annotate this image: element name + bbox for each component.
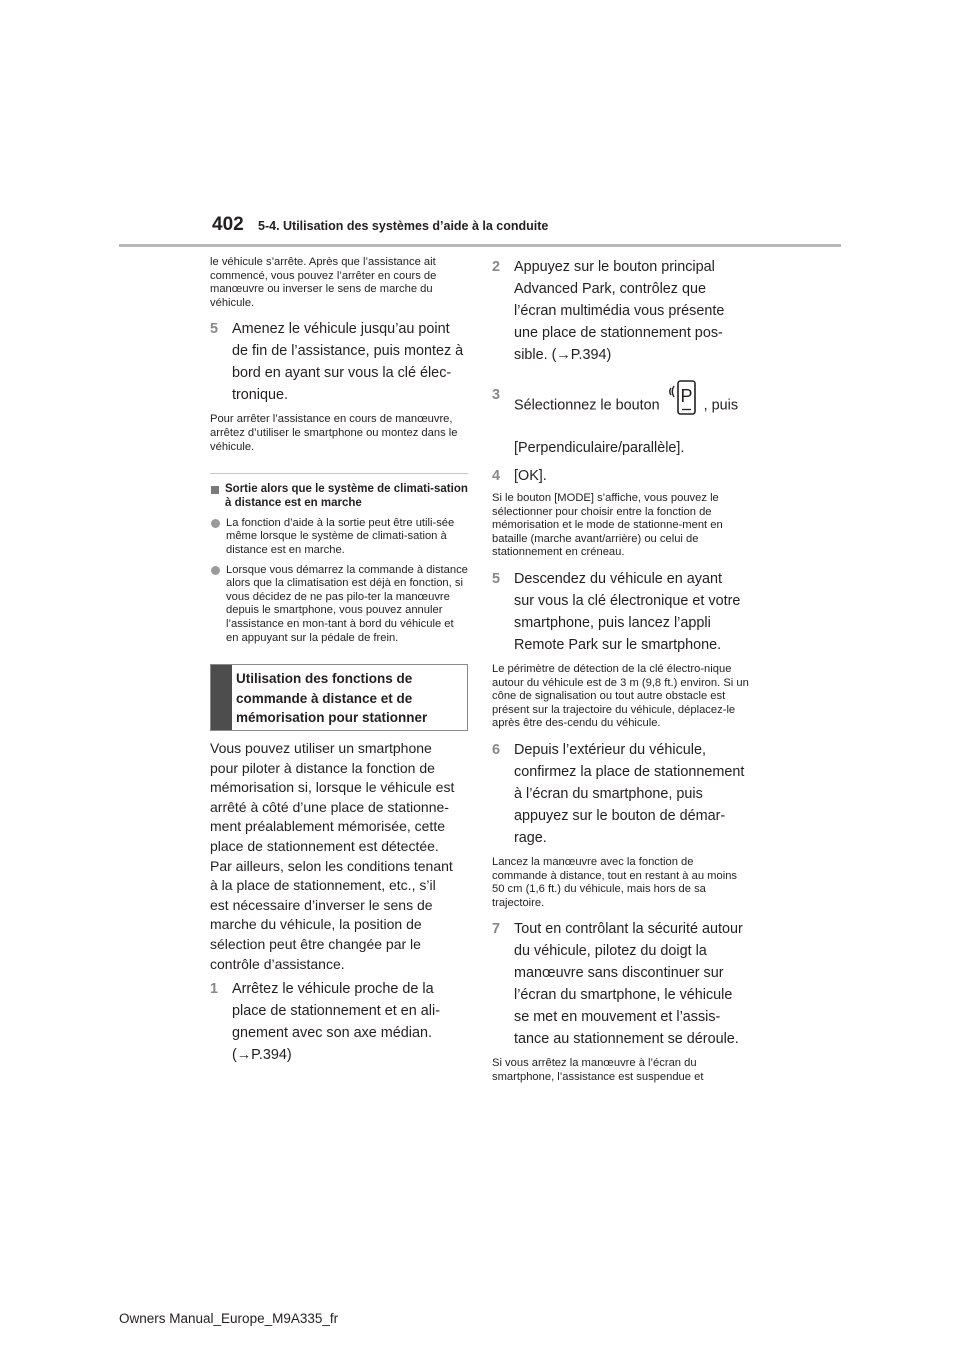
box-title: Utilisation des fonctions de commande à distance et de mémorisation pour stationner bbox=[236, 671, 428, 726]
step-1 bbox=[210, 978, 468, 1066]
square-bullet-icon bbox=[211, 486, 219, 494]
step-text: Tout en contrôlant la sécurité autour du véhicule, pilotez du doigt la manœuvre sans discontinuer sur l’écran du smartphone, le véhicule se met en mouvement et l’assis- tance au stationnement se déroule. bbox=[514, 921, 743, 1048]
step-4 bbox=[492, 465, 750, 487]
section-divider bbox=[210, 473, 468, 474]
step-number: 5 bbox=[492, 570, 501, 587]
page-number: 402 bbox=[212, 214, 244, 235]
intro-paragraph: Vous pouvez utiliser un smartphone pour piloter à distance la fonction de mémorisation si, lorsque le véhicule est arrêté à côté d’une place de stationne- ment préalablement mémorisée, cette place de stationnement est détectée. Par ailleurs, selon les conditions tenant à la place de stationnement, etc., s’il est nécessaire d’inverser le sens de marche du véhicule, la position de sélection peut être changée par le contrôle d’assistance. bbox=[210, 740, 455, 972]
step-number: 1 bbox=[210, 981, 219, 998]
subsection-heading: Sortie alors que le système de climati-sation à distance est en marche bbox=[210, 483, 468, 511]
left-column bbox=[210, 256, 468, 1066]
page-reference-link[interactable]: sible. (→P.394) bbox=[514, 347, 612, 363]
step-text: Depuis l’extérieur du véhicule, confirmez la place de stationnement à l’écran du smartphone, puis appuyez sur le bouton de démar- rage. bbox=[514, 741, 745, 846]
header-rule bbox=[119, 244, 841, 247]
step-5-left bbox=[210, 318, 468, 406]
right-column bbox=[492, 256, 750, 1085]
footer-text: Owners Manual_Europe_M9A335_fr bbox=[119, 1311, 339, 1326]
svg-text:P: P bbox=[680, 386, 693, 406]
list-item: La fonction d’aide à la sortie peut être utili-sée même lorsque le système de climati-sation à distance est en marche. bbox=[210, 517, 468, 558]
step-text: Appuyez sur le bouton principal Advanced Park, contrôlez que l’écran multimédia vous présente une place de stationnement pos- sible. (→P.394) bbox=[514, 256, 750, 366]
step-4-note: Si le bouton [MODE] s’affiche, vous pouvez le sélectionner pour choisir entre la fonction de mémorisation et le mode de stationne-ment en bataille (marche avant/arrière) ou celui de stationnement en créneau. bbox=[492, 492, 723, 559]
step-number: 5 bbox=[210, 321, 219, 338]
step-5-right bbox=[492, 568, 750, 656]
step-3 bbox=[492, 384, 750, 459]
step-number: 3 bbox=[492, 387, 501, 403]
step-number: 6 bbox=[492, 741, 501, 758]
section-title: 5-4. Utilisation des systèmes d’aide à la conduite bbox=[258, 219, 549, 233]
step-text: Amenez le véhicule jusqu’au point de fin de l’assistance, puis montez à bord en ayant sur vous la clé élec- tronique. bbox=[232, 321, 464, 404]
step-number: 4 bbox=[492, 468, 501, 484]
step-number: 2 bbox=[492, 259, 501, 275]
step-text: Sélectionnez le bouton P , puis [Perpendiculaire/parallèle]. bbox=[514, 384, 750, 459]
section-title-box bbox=[210, 664, 468, 731]
step-7-note: Si vous arrêtez la manœuvre à l’écran du smartphone, l’assistance est suspendue et bbox=[492, 1057, 704, 1083]
parking-remote-icon bbox=[668, 380, 698, 423]
step-text: Descendez du véhicule en ayant sur vous la clé électronique et votre smartphone, puis lancez l’appli Remote Park sur le smartphone. bbox=[514, 570, 741, 653]
step-number: 7 bbox=[492, 921, 501, 938]
page-reference-link[interactable]: (→P.394) bbox=[232, 1047, 292, 1064]
step-5-note: Pour arrêter l’assistance en cours de manœuvre, arrêtez d’utiliser le smartphone ou montez dans le véhicule. bbox=[210, 413, 458, 453]
step-text: Arrêtez le véhicule proche de la place de stationnement et en ali- gnement avec son axe médian. (→P.394) bbox=[232, 978, 468, 1066]
step-6 bbox=[492, 739, 750, 849]
step-5-note: Le périmètre de détection de la clé électro-nique autour du véhicule est de 3 m (9,8 ft.) environ. Si un cône de signalisation ou tout autre obstacle est présent sur la trajectoire du véhicule, déplacez-le après être des-cendu du véhicule. bbox=[492, 662, 749, 730]
round-bullet-icon bbox=[211, 519, 220, 528]
step-2 bbox=[492, 256, 750, 366]
step-6-note: Lancez la manœuvre avec la fonction de commande à distance, tout en restant à au moins 50 cm (1,6 ft.) du véhicule, mais hors de sa trajectoire. bbox=[492, 855, 738, 909]
round-bullet-icon bbox=[211, 566, 220, 575]
step-text: [OK]. bbox=[514, 468, 547, 484]
intro-text: le véhicule s’arrête. Après que l’assistance ait commencé, vous pouvez l’arrêter en cours de manœuvre ou inverser le sens de marche du véhicule. bbox=[210, 256, 437, 309]
box-accent-bar bbox=[211, 665, 232, 730]
step-7 bbox=[492, 918, 750, 1050]
list-item: Lorsque vous démarrez la commande à distance alors que la climatisation est déjà en fonction, si vous décidez de ne pas pilo-ter la manœuvre depuis le smartphone, vous pouvez annuler l’assistance en mon-tant à bord du véhicule et en appuyant sur la pédale de frein. bbox=[210, 564, 468, 646]
